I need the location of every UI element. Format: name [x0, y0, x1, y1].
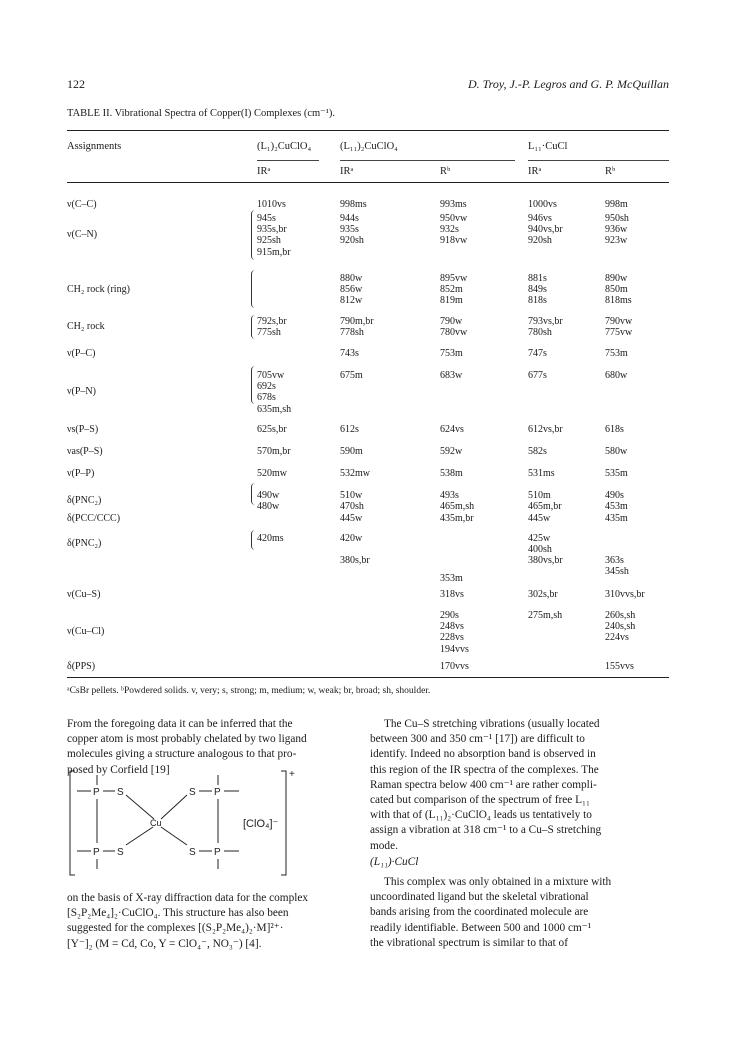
l11-raman-cell: 318vs: [440, 589, 464, 600]
assignment-cell: δ(PNC₂): [67, 538, 102, 549]
l11-raman-cell: 538m: [440, 468, 463, 479]
left-paragraph-2: [67, 891, 350, 952]
l11-raman-cell: 624vs: [440, 424, 464, 435]
assignment-cell: ν(Cu–Cl): [67, 626, 105, 637]
l11-raman-cell: 895vw 852m 819m: [440, 273, 468, 307]
cucl-raman-cell: 890w 850m 818ms: [605, 273, 632, 307]
cucl-raman-cell: 490s 453m: [605, 490, 628, 513]
cucl-raman-cell: 680w: [605, 370, 628, 381]
cucl-raman-cell: 435m: [605, 513, 628, 524]
text-line: This complex was only obtained in a mixture with: [384, 876, 612, 888]
l11-raman-cell: 993ms: [440, 199, 467, 210]
l1-ir-cell: 705vw 692s 678s 635m,sh: [257, 370, 292, 415]
assignment-cell: νas(P–S): [67, 446, 103, 457]
text-line: cated but comparison of the spectrum of free L₁₁: [370, 794, 590, 807]
l11-ir-cell: 445w: [340, 513, 363, 524]
header-assignments: Assignments: [67, 141, 122, 152]
subheader-raman: Rᵇ: [605, 166, 616, 177]
text-line: identify. Indeed no absorption band is observed in: [370, 748, 596, 761]
cucl-raman-cell: 580w: [605, 446, 628, 457]
table-header-rule: [67, 182, 669, 183]
l11-raman-cell: 290s 248vs 228vs 194vvs: [440, 610, 469, 655]
cucl-ir-cell: 612vs,br: [528, 424, 563, 435]
cucl-raman-cell: 618s: [605, 424, 624, 435]
assignment-cell: δ(PCC/CCC): [67, 513, 121, 524]
text-line: assign a vibration at 318 cm⁻¹ to a Cu–S stretching: [370, 824, 602, 837]
cucl-raman-cell: 753m: [605, 348, 628, 359]
cucl-ir-cell: 793vs,br 780sh: [528, 316, 563, 339]
assignment-cell: ν(P–C): [67, 348, 96, 359]
text-line: uncoordinated ligand but the skeletal vibrational: [370, 891, 589, 904]
cucl-ir-cell: 677s: [528, 370, 547, 381]
l11-raman-cell: 493s 465m,sh: [440, 490, 475, 513]
sulfur-atom-label: S: [189, 847, 196, 858]
l11-ir-cell: 510w 470sh: [340, 490, 364, 513]
sulfur-atom-label: S: [117, 787, 124, 798]
cucl-raman-cell: 155vvs: [605, 661, 634, 672]
brace: [251, 270, 257, 308]
cucl-ir-cell: 1000vs: [528, 199, 557, 210]
table-top-rule: [67, 130, 669, 131]
cucl-raman-cell: 535m: [605, 468, 628, 479]
text-line: suggested for the complexes [(S₂P₂Me₄)₂·M]²⁺·: [67, 922, 284, 935]
l11-ir-cell: 675m: [340, 370, 363, 381]
table-footnote: ᵃCsBr pellets. ᵇPowdered solids. v, very; s, strong; m, medium; w, weak; br, broad; sh, shoulder.: [67, 686, 431, 696]
subheader-ir: IRᵃ: [257, 166, 271, 177]
text-line: bands arising from the coordinated molecule are: [370, 906, 589, 919]
text-line: Raman spectra below 400 cm⁻¹ are rather compli-: [370, 778, 597, 791]
l11-raman-cell: 592w: [440, 446, 463, 457]
page-number: 122: [67, 77, 85, 91]
l11-ir-cell: 944s 935s 920sh: [340, 213, 364, 247]
assignment-cell: ν(C–N): [67, 229, 98, 240]
l11-ir-cell: 880w 856w 812w: [340, 273, 363, 307]
right-bracket: [281, 771, 286, 875]
cucl-raman-cell: 998m: [605, 199, 628, 210]
header-l11-cuclo4: (L₁₁)₂CuClO₄: [340, 141, 398, 152]
cucl-raman-cell: 790vw 775vw: [605, 316, 633, 339]
assignment-cell: ν(Cu–S): [67, 589, 101, 600]
l11-ir-cell: 612s: [340, 424, 359, 435]
running-header-authors: D. Troy, J.-P. Legros and G. P. McQuillan: [467, 77, 669, 91]
cucl-ir-cell: 881s 849s 818s: [528, 273, 547, 307]
assignment-cell: CH₂ rock (ring): [67, 284, 130, 295]
assignment-cell: ν(C–C): [67, 199, 97, 210]
assignment-cell: δ(PNC₂): [67, 495, 102, 506]
text-line: mode.: [370, 839, 398, 852]
cucl-raman-cell: 260s,sh 240s,sh 224vs: [605, 610, 636, 644]
l11-ir-cell: 998ms: [340, 199, 367, 210]
l11-ir-cell: 380s,br: [340, 555, 370, 566]
cucl-raman-cell: 363s 345sh: [605, 555, 629, 578]
cucl-raman-cell: 310vvs,br: [605, 589, 645, 600]
right-paragraph-1: [370, 717, 670, 854]
l11-raman-cell: 753m: [440, 348, 463, 359]
text-line: [Y⁻]₂ (M = Cd, Co, Y = ClO₄⁻, NO₃⁻) [4].: [67, 937, 262, 950]
subheader-ir: IRᵃ: [340, 166, 354, 177]
copper-complex-structure: [67, 763, 327, 879]
cucl-ir-cell: 275m,sh: [528, 610, 563, 621]
header-subrule-l11: [340, 160, 515, 161]
sulfur-atom-label: S: [117, 847, 124, 858]
subheader-raman: Rᵇ: [440, 166, 451, 177]
cucl-ir-cell: 302s,br: [528, 589, 558, 600]
text-line: posed by Corfield [19]: [67, 763, 170, 776]
text-line: The Cu–S stretching vibrations (usually located: [384, 718, 600, 730]
assignment-cell: ν(P–N): [67, 386, 96, 397]
section-subheading: (L₁₁)·CuCl: [370, 856, 419, 868]
right-paragraph-2: [370, 875, 670, 951]
table-caption: TABLE II. Vibrational Spectra of Copper(I) Complexes (cm⁻¹).: [67, 108, 335, 119]
counter-ion-label: [ClO₄]⁻: [243, 818, 279, 830]
l1-ir-cell: 420ms: [257, 533, 284, 544]
cucl-ir-cell: 425w 400sh: [528, 533, 552, 556]
text-line: the vibrational spectrum is similar to that of: [370, 936, 568, 949]
cucl-ir-cell: 510m 465m,br: [528, 490, 562, 513]
text-line: readily identifiable. Between 500 and 1000 cm⁻¹: [370, 921, 592, 934]
l1-ir-cell: 1010vs: [257, 199, 286, 210]
cucl-ir-cell: 582s: [528, 446, 547, 457]
assignment-cell: νs(P–S): [67, 424, 99, 435]
l1-ir-cell: 570m,br: [257, 446, 291, 457]
l1-ir-cell: 792s,br 775sh: [257, 316, 287, 339]
l11-ir-cell: 532mw: [340, 468, 370, 479]
l1-ir-cell: 490w 480w: [257, 490, 280, 513]
l11-ir-cell: 590m: [340, 446, 363, 457]
l1-ir-cell: 625s,br: [257, 424, 287, 435]
l1-ir-cell: 520mw: [257, 468, 287, 479]
assignment-cell: CH₂ rock: [67, 321, 105, 332]
phosphorus-atom-label: P: [214, 847, 221, 858]
assignment-cell: δ(PPS): [67, 661, 96, 672]
cucl-ir-cell: 747s: [528, 348, 547, 359]
text-line: on the basis of X-ray diffraction data for the complex: [67, 892, 309, 904]
cation-charge-label: +: [289, 769, 295, 780]
table-bottom-rule: [67, 677, 669, 678]
text-line: molecules giving a structure analogous to that pro-: [67, 748, 297, 761]
l11-raman-cell: 353m: [440, 573, 463, 584]
header-l1-cuclo4: (L₁)₂CuClO₄: [257, 141, 312, 152]
l11-raman-cell: 950vw 932s 918vw: [440, 213, 468, 247]
header-subrule-l1: [257, 160, 319, 161]
cucl-raman-cell: 950sh 936w 923w: [605, 213, 629, 247]
l11-ir-cell: 790m,br 778sh: [340, 316, 374, 339]
l11-raman-cell: 683w: [440, 370, 463, 381]
phosphorus-atom-label: P: [214, 787, 221, 798]
text-line: From the foregoing data it can be inferred that the: [67, 718, 293, 730]
header-subrule-cucl: [528, 160, 669, 161]
text-line: with that of (L₁₁)₂·CuClO₄ leads us tentatively to: [370, 809, 592, 822]
header-l11-cucl: L₁₁·CuCl: [528, 141, 568, 152]
sulfur-atom-label: S: [189, 787, 196, 798]
copper-atom-label: Cu: [150, 818, 162, 828]
cucl-ir-cell: 445w: [528, 513, 551, 524]
assignment-cell: ν(P–P): [67, 468, 95, 479]
l11-raman-cell: 170vvs: [440, 661, 469, 672]
text-line: between 300 and 350 cm⁻¹ [17]) are difficult to: [370, 733, 585, 746]
phosphorus-atom-label: P: [93, 787, 100, 798]
l11-ir-cell: 420w: [340, 533, 363, 544]
text-line: copper atom is most probably chelated by two ligand: [67, 733, 307, 746]
cucl-ir-cell: 531ms: [528, 468, 555, 479]
phosphorus-atom-label: P: [93, 847, 100, 858]
l11-raman-cell: 435m,br: [440, 513, 474, 524]
subheader-ir: IRᵃ: [528, 166, 542, 177]
cucl-ir-cell: 380vs,br: [528, 555, 563, 566]
l11-ir-cell: 743s: [340, 348, 359, 359]
text-line: this region of the IR spectra of the complexes. The: [370, 763, 599, 776]
text-line: [S₂P₂Me₄]₂·CuClO₄. This structure has also been: [67, 907, 289, 920]
l11-raman-cell: 790w 780vw: [440, 316, 468, 339]
l1-ir-cell: 945s 935s,br 925sh 915m,br: [257, 213, 291, 258]
left-bracket: [70, 771, 75, 875]
cucl-ir-cell: 946vs 940vs,br 920sh: [528, 213, 563, 247]
